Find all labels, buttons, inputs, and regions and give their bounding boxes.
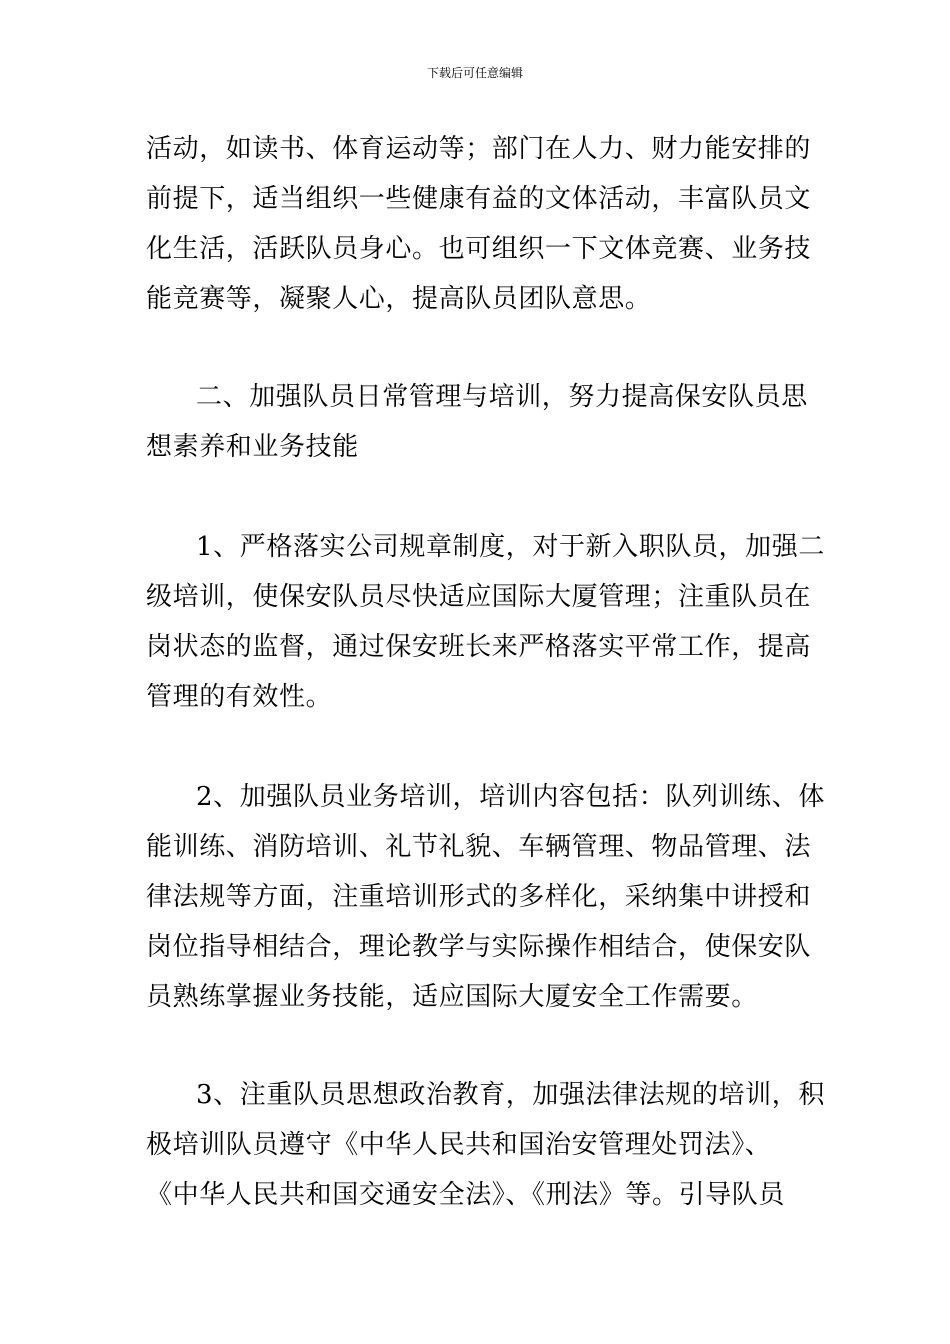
paragraph-3-start: 3、注重队员思想政治教育，加强法律法规的培训，积 — [196, 1080, 825, 1110]
page-header: 下载后可任意编辑 — [426, 66, 523, 80]
section-heading: 二、加强队员日常管理与培训，努力提高保安队员思 — [196, 382, 808, 412]
text-line: 化生活，活跃队员身心。也可组织一下文体竞赛、业务技 — [146, 234, 812, 264]
text-line: 级培训，使保安队员尽快适应国际大厦管理；注重队员在 — [146, 582, 812, 612]
text-line: 《中华人民共和国交通安全法》、《刑法》等。引导队员 — [146, 1180, 786, 1210]
section-heading-continued: 想素养和业务技能 — [146, 432, 359, 462]
paragraph-1-start: 1、严格落实公司规章制度，对于新入职队员，加强二 — [196, 532, 825, 562]
text-line: 活动，如读书、体育运动等；部门在人力、财力能安排的 — [146, 134, 812, 164]
text-line: 前提下，适当组织一些健康有益的文体活动，丰富队员文 — [146, 184, 812, 214]
text-line: 能竞赛等，凝聚人心，提高队员团队意思。 — [146, 284, 652, 314]
text-line: 员熟练掌握业务技能，适应国际大厦安全工作需要。 — [146, 982, 758, 1012]
text-line: 岗状态的监督，通过保安班长来严格落实平常工作，提高 — [146, 632, 812, 662]
text-line: 管理的有效性。 — [146, 682, 333, 712]
paragraph-2-start: 2、加强队员业务培训，培训内容包括：队列训练、体 — [196, 782, 825, 812]
text-line: 律法规等方面，注重培训形式的多样化，采纳集中讲授和 — [146, 882, 812, 912]
text-line: 能训练、消防培训、礼节礼貌、车辆管理、物品管理、法 — [146, 832, 812, 862]
text-line: 岗位指导相结合，理论教学与实际操作相结合，使保安队 — [146, 932, 812, 962]
text-line: 极培训队员遵守《中华人民共和国治安管理处罚法》、 — [146, 1130, 772, 1160]
